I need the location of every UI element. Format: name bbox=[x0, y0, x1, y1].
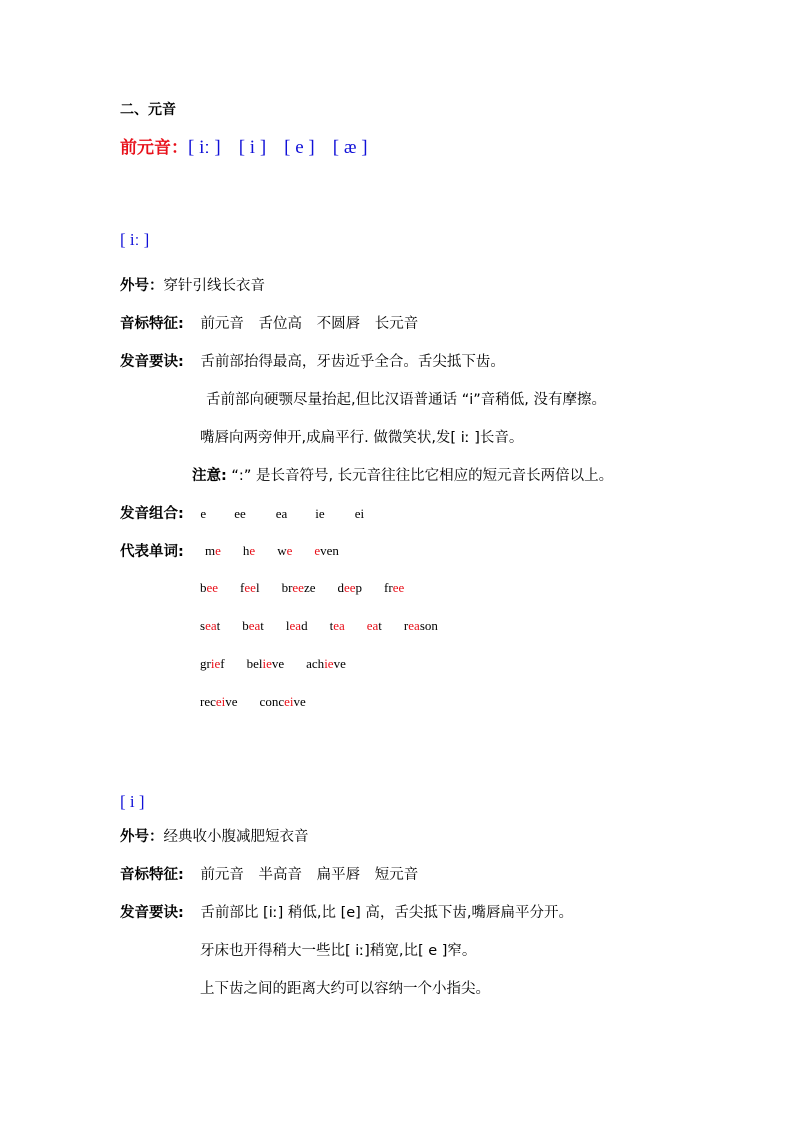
phoneme: [ e ] bbox=[284, 137, 315, 158]
features-label: 音标特征: bbox=[120, 867, 184, 883]
example-word bbox=[404, 618, 438, 633]
combo-label: 发音组合: bbox=[120, 506, 184, 522]
highlighted-letters: ea bbox=[366, 618, 379, 633]
word-part: son bbox=[419, 618, 438, 633]
front-vowels-line bbox=[120, 133, 386, 159]
phoneme: [ iː ] bbox=[188, 137, 221, 158]
word-part: ve bbox=[271, 656, 285, 671]
feature-item: 短元音 bbox=[374, 867, 419, 883]
word-part: ve bbox=[225, 694, 238, 709]
features-line bbox=[120, 312, 418, 333]
word-part: b bbox=[242, 618, 249, 633]
example-word bbox=[242, 618, 264, 633]
highlighted-letters: ea bbox=[248, 618, 261, 633]
word-part: t bbox=[260, 618, 264, 633]
pron-label: 发音要诀: bbox=[120, 905, 184, 921]
word-part: rec bbox=[200, 694, 216, 709]
highlighted-letters: e bbox=[314, 543, 321, 558]
features-label: 音标特征: bbox=[120, 316, 184, 332]
feature-item: 前元音 bbox=[200, 316, 244, 332]
example-word bbox=[200, 656, 225, 671]
highlighted-letters: ea bbox=[408, 618, 420, 633]
word-row bbox=[200, 694, 306, 710]
words-label-text: 代表单词: bbox=[120, 544, 184, 560]
word-part: fr bbox=[384, 580, 393, 595]
word-part: t bbox=[216, 618, 221, 633]
word-part: p bbox=[355, 580, 363, 595]
word-part: ze bbox=[303, 580, 316, 595]
pron-text: 牙床也开得稍大一些比[ iː]稍宽,比[ e ]窄。 bbox=[200, 943, 477, 959]
phoneme: [ i ] bbox=[238, 137, 267, 158]
highlighted-letters: ee bbox=[206, 580, 219, 595]
word-part: ve bbox=[293, 694, 306, 709]
highlighted-letters: ie bbox=[210, 656, 221, 671]
feature-item: 长元音 bbox=[374, 316, 419, 332]
word-part: ach bbox=[306, 656, 325, 671]
example-word bbox=[200, 580, 218, 595]
word-part: h bbox=[242, 543, 250, 558]
example-word bbox=[247, 656, 285, 671]
word-part: f bbox=[220, 656, 225, 671]
pron-text: 嘴唇向两旁伸开,成扁平行. 做微笑状,发[ iː ]长音。 bbox=[200, 430, 524, 446]
example-word bbox=[314, 543, 339, 558]
front-vowels-label: 前元音： bbox=[120, 138, 188, 158]
example-word bbox=[367, 618, 382, 633]
combo-item: ee bbox=[234, 506, 246, 521]
highlighted-letters: ee bbox=[244, 580, 256, 595]
highlighted-letters: ee bbox=[392, 580, 405, 595]
feature-item: 扁平唇 bbox=[316, 867, 361, 883]
section-title: 二、元音 bbox=[120, 102, 176, 118]
feature-item: 不圆唇 bbox=[316, 316, 361, 332]
word-part: t bbox=[329, 618, 334, 633]
features-line bbox=[120, 863, 418, 884]
word-part: l bbox=[285, 618, 290, 633]
example-word bbox=[240, 580, 260, 595]
feature-item: 舌位高 bbox=[258, 316, 303, 332]
note-label: 注意: bbox=[192, 468, 227, 484]
example-word bbox=[200, 618, 220, 633]
word-row bbox=[200, 656, 346, 672]
highlighted-letters: ie bbox=[262, 656, 272, 671]
example-word bbox=[200, 694, 238, 709]
pron-text: 舌前部比 [iː] 稍低,比 [e] 高，舌尖抵下齿,嘴唇扁平分开。 bbox=[200, 905, 574, 921]
highlighted-letters: ee bbox=[292, 580, 304, 595]
word-row bbox=[200, 580, 404, 596]
note-text: “:” 是长音符号, 长元音往往比它相应的短元音长两倍以上。 bbox=[231, 468, 614, 484]
phoneme: [ æ ] bbox=[332, 137, 368, 158]
combo-item: e bbox=[200, 506, 207, 521]
nickname-label: 外号： bbox=[120, 829, 164, 845]
word-part: bel bbox=[246, 656, 263, 671]
word-row bbox=[200, 618, 438, 634]
word-part: br bbox=[281, 580, 293, 595]
highlighted-letters: ea bbox=[289, 618, 302, 633]
pron-text: 上下齿之间的距离大约可以容纳一个小指尖。 bbox=[200, 981, 490, 997]
example-word bbox=[330, 618, 345, 633]
pron-label: 发音要诀: bbox=[120, 354, 184, 370]
example-word bbox=[384, 580, 404, 595]
vowel-heading-short-i: [ i ] bbox=[120, 792, 145, 811]
nickname-line bbox=[120, 825, 309, 846]
highlighted-letters: ee bbox=[344, 580, 356, 595]
example-word bbox=[243, 543, 255, 558]
word-part: m bbox=[205, 543, 216, 558]
example-word bbox=[205, 543, 221, 558]
highlighted-letters: e bbox=[215, 543, 221, 558]
nickname-text: 穿针引线长衣音 bbox=[163, 278, 265, 294]
combo-item: ea bbox=[275, 506, 288, 521]
note-line bbox=[192, 464, 613, 485]
word-part: s bbox=[200, 618, 206, 633]
combo-item: ie bbox=[315, 506, 325, 521]
highlighted-letters: e bbox=[249, 543, 256, 558]
combo-line bbox=[120, 502, 364, 523]
highlighted-letters: ie bbox=[324, 656, 334, 671]
combo-item: ei bbox=[354, 506, 365, 521]
example-word bbox=[338, 580, 363, 595]
word-part: l bbox=[255, 580, 260, 595]
word-row bbox=[205, 543, 339, 559]
highlighted-letters: e bbox=[286, 543, 293, 558]
pron-line bbox=[120, 350, 505, 371]
word-part: ven bbox=[320, 543, 339, 558]
word-part: r bbox=[403, 618, 409, 633]
word-part: t bbox=[378, 618, 382, 633]
word-part: w bbox=[277, 543, 287, 558]
word-part: b bbox=[200, 580, 207, 595]
example-word bbox=[282, 580, 316, 595]
pron-text: 舌前部抬得最高，牙齿近乎全合。舌尖抵下齿。 bbox=[200, 354, 505, 370]
example-word bbox=[260, 694, 306, 709]
highlighted-letters: ea bbox=[333, 618, 345, 633]
example-word bbox=[286, 618, 308, 633]
highlighted-letters: ea bbox=[205, 618, 217, 633]
word-part: ve bbox=[333, 656, 346, 671]
nickname-text: 经典收小腹减肥短衣音 bbox=[163, 829, 309, 845]
example-word bbox=[306, 656, 346, 671]
words-label bbox=[120, 540, 184, 561]
vowel-heading-long-i: [ iː ] bbox=[120, 230, 150, 249]
front-vowels-phonemes bbox=[188, 137, 386, 158]
feature-item: 半高音 bbox=[258, 867, 303, 883]
combo-list bbox=[200, 506, 364, 521]
example-word bbox=[277, 543, 292, 558]
word-part: d bbox=[301, 618, 308, 633]
word-part: f bbox=[240, 580, 245, 595]
feature-item: 前元音 bbox=[200, 867, 244, 883]
pron-line bbox=[120, 901, 573, 922]
word-part: conc bbox=[259, 694, 285, 709]
word-part: d bbox=[337, 580, 344, 595]
highlighted-letters: ei bbox=[215, 694, 226, 709]
nickname-label: 外号： bbox=[120, 278, 164, 294]
word-part: gr bbox=[200, 656, 211, 671]
pron-text: 舌前部向硬颚尽量抬起,但比汉语普通话 “i”音稍低, 没有摩擦。 bbox=[206, 392, 606, 408]
highlighted-letters: ei bbox=[284, 694, 294, 709]
nickname-line bbox=[120, 274, 265, 295]
